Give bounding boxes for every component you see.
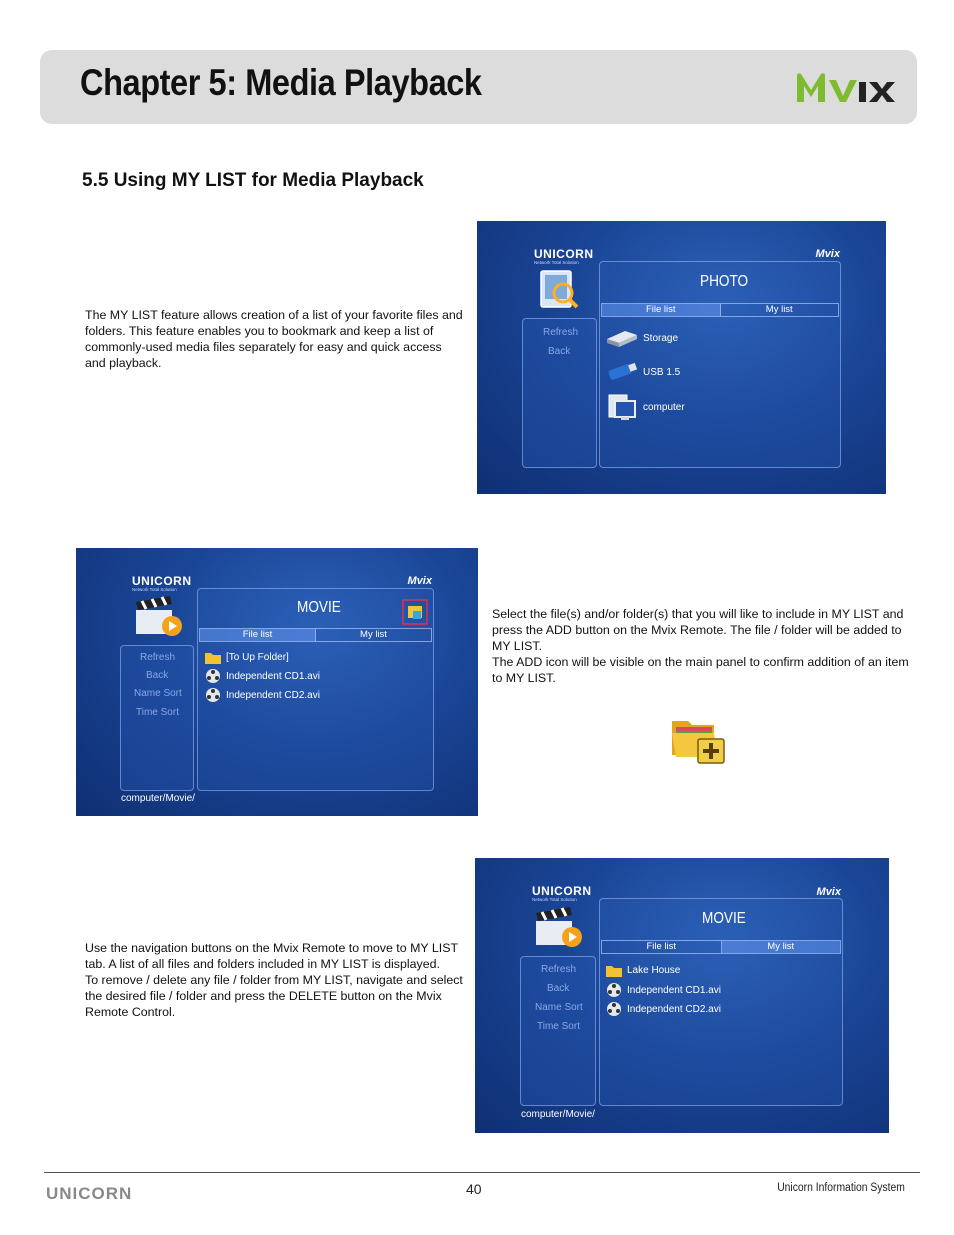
film-reel-icon [204, 668, 222, 684]
menu-refresh[interactable]: Refresh [541, 964, 577, 975]
list-item-label: Independent CD1.avi [226, 670, 320, 682]
side-menu [120, 645, 194, 791]
list-item[interactable] [605, 982, 721, 998]
tab-my-list[interactable]: My list [722, 941, 841, 953]
panel-title: MOVIE [702, 910, 746, 927]
side-menu [522, 318, 597, 468]
unicorn-logo: UNICORN Network Total Solution [132, 574, 192, 592]
list-item-label: [To Up Folder] [226, 651, 289, 663]
list-item[interactable] [605, 1001, 721, 1017]
section-title: 5.5 Using MY LIST for Media Playback [82, 170, 424, 191]
list-item-label: Lake House [627, 964, 681, 976]
list-item[interactable] [605, 393, 685, 421]
tab-bar [199, 628, 432, 642]
list-item-label: USB 1.5 [643, 366, 681, 378]
hard-drive-icon [605, 327, 639, 349]
panel-title: PHOTO [700, 273, 749, 290]
menu-name-sort[interactable]: Name Sort [134, 688, 182, 699]
list-item[interactable] [204, 649, 289, 665]
list-item-label: Independent CD2.avi [627, 1003, 721, 1015]
current-path: computer/Movie/ [521, 1109, 595, 1120]
tab-bar [601, 940, 841, 954]
menu-refresh[interactable]: Refresh [543, 327, 579, 338]
panel-title: MOVIE [297, 599, 341, 616]
film-reel-icon [605, 982, 623, 998]
list-item[interactable] [605, 962, 680, 978]
unicorn-logo: UNICORN Network Total Solution [534, 247, 594, 265]
computer-icon [605, 393, 639, 421]
tab-file-list[interactable]: File list [200, 629, 316, 641]
list-item-label: Independent CD2.avi [226, 689, 320, 701]
list-item-label: Independent CD1.avi [627, 984, 721, 996]
list-item[interactable] [605, 361, 680, 383]
nav-paragraph [85, 940, 465, 1020]
mvix-logo: Mvix [816, 886, 841, 898]
menu-refresh[interactable]: Refresh [140, 652, 176, 663]
add-text-2: The ADD icon will be visible on the main panel to confirm addition of an item to MY LIST. [492, 655, 909, 685]
tab-file-list[interactable]: File list [602, 304, 721, 316]
photo-screenshot [477, 221, 886, 494]
movie-filelist-screenshot [76, 548, 478, 816]
menu-back[interactable]: Back [547, 983, 570, 994]
list-item[interactable] [204, 668, 320, 684]
folder-icon [605, 962, 623, 978]
list-item-label: computer [643, 401, 685, 413]
menu-time-sort[interactable]: Time Sort [537, 1021, 580, 1032]
mvix-logo: Mvix [407, 575, 432, 587]
unicorn-logo: UNICORN Network Total Solution [532, 884, 592, 902]
menu-back[interactable]: Back [548, 346, 571, 357]
nav-text-1: Use the navigation buttons on the Mvix Remote to move to MY LIST tab. A list of all files and folders included in MY LIST is displayed. [85, 941, 458, 971]
photo-app-icon [537, 265, 581, 313]
chapter-header [40, 50, 917, 124]
footer-unicorn-logo: UNICORN [46, 1184, 133, 1203]
footer-divider [44, 1172, 920, 1173]
menu-back[interactable]: Back [146, 670, 169, 681]
menu-time-sort[interactable]: Time Sort [136, 707, 179, 718]
footer-company: Unicorn Information System [777, 1182, 905, 1194]
mvix-logo-icon [793, 66, 897, 108]
tab-my-list[interactable]: My list [360, 629, 387, 640]
movie-clapper-icon [532, 902, 584, 952]
add-paragraph [492, 606, 912, 686]
current-path: computer/Movie/ [121, 793, 195, 804]
nav-text-2: To remove / delete any file / folder from MY LIST, navigate and select the desired file / folder and press the DELETE button on the Mvix Remote Control. [85, 973, 463, 1019]
folder-icon [204, 649, 222, 665]
mvix-logo: Mvix [815, 248, 840, 260]
usb-drive-icon [605, 361, 639, 383]
film-reel-icon [204, 687, 222, 703]
movie-mylist-screenshot [475, 858, 889, 1133]
add-folder-icon [668, 713, 728, 765]
list-item[interactable] [605, 327, 678, 349]
film-reel-icon [605, 1001, 623, 1017]
tab-bar [601, 303, 839, 317]
intro-paragraph [85, 307, 463, 371]
list-item[interactable] [204, 687, 320, 703]
list-item-label: Storage [643, 332, 679, 344]
menu-name-sort[interactable]: Name Sort [535, 1002, 583, 1013]
movie-clapper-icon [132, 592, 184, 640]
add-indicator-icon [402, 599, 428, 625]
add-text-1: Select the file(s) and/or folder(s) that you will like to include in MY LIST and press the ADD button on the Mvix Remote. The file / folder will be added to MY LIST. [492, 607, 904, 653]
tab-my-list[interactable]: My list [765, 304, 793, 315]
chapter-title: Chapter 5: Media Playback [80, 62, 482, 103]
page-number: 40 [466, 1181, 482, 1197]
intro-text: The MY LIST feature allows creation of a list of your favorite files and folders. This feature enables you to bookmark and keep a list of commonly-used media files separately for easy and quick access and playback. [85, 308, 463, 370]
tab-file-list[interactable]: File list [602, 941, 722, 953]
